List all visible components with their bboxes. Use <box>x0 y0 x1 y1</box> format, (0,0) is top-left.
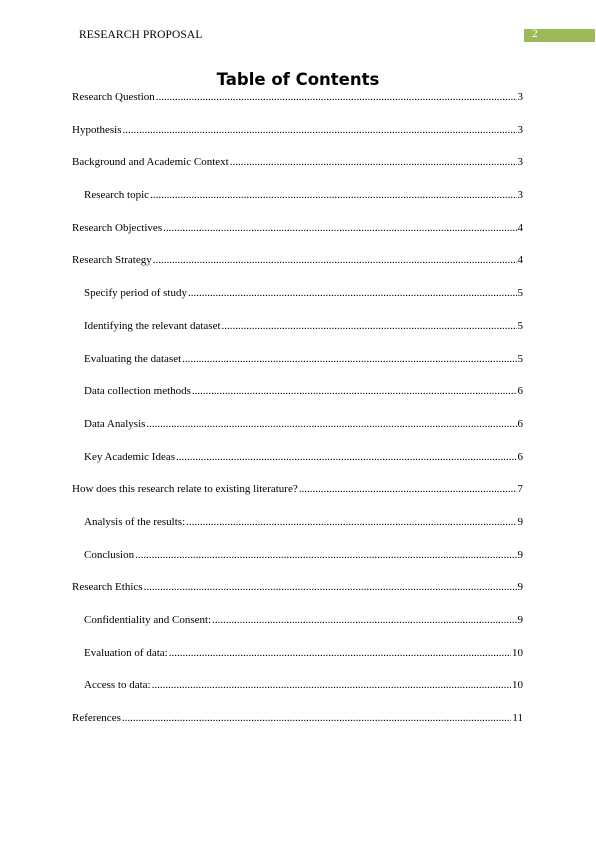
toc-entry-background[interactable] <box>72 156 523 189</box>
toc-dot-leader <box>153 254 517 266</box>
toc-entry-label: Research topic <box>84 189 150 202</box>
toc-dot-leader <box>152 679 511 691</box>
toc-dot-leader <box>176 451 516 463</box>
toc-dot-leader <box>169 647 511 659</box>
toc-entry-evaluation-of-data[interactable] <box>72 647 523 680</box>
toc-entry-conclusion[interactable] <box>72 549 523 582</box>
toc-entry-data-analysis[interactable] <box>72 418 523 451</box>
toc-entry-label: Key Academic Ideas <box>84 450 176 463</box>
toc-entry-page: 5 <box>517 352 523 365</box>
toc-entry-label: Evaluating the dataset <box>84 352 182 365</box>
toc-entry-page: 9 <box>517 614 523 626</box>
toc-entry-page: 9 <box>517 548 523 561</box>
toc-entry-label: References <box>72 712 121 725</box>
toc-entry-label: Access to data: <box>84 679 151 692</box>
toc-entry-label: Confidentiality and Consent: <box>84 614 212 626</box>
toc-entry-page: 3 <box>517 156 523 169</box>
toc-entry-page: 10 <box>512 679 523 692</box>
toc-entry-page: 3 <box>517 189 523 202</box>
toc-entry-research-topic[interactable] <box>72 189 523 222</box>
toc-entry-label: Research Strategy <box>72 254 152 267</box>
toc-entry-existing-literature[interactable] <box>72 483 523 516</box>
toc-dot-leader <box>192 385 517 397</box>
toc-entry-page: 3 <box>517 91 523 103</box>
toc-list <box>72 91 523 745</box>
page-number: 2 <box>532 28 538 40</box>
toc-dot-leader <box>122 712 512 724</box>
toc-entry-label: How does this research relate to existing literature? <box>72 483 298 496</box>
toc-entry-label: Data collection methods <box>84 385 191 398</box>
toc-entry-label: Data Analysis <box>84 417 146 430</box>
toc-entry-period-of-study[interactable] <box>72 287 523 320</box>
toc-entry-key-academic-ideas[interactable] <box>72 451 523 484</box>
toc-dot-leader <box>135 549 516 561</box>
toc-entry-page: 7 <box>517 483 523 496</box>
toc-dot-leader <box>150 189 516 201</box>
running-head: RESEARCH PROPOSAL <box>79 29 203 41</box>
toc-entry-label: Research Question <box>72 91 155 103</box>
toc-dot-leader <box>222 320 517 332</box>
toc-entry-page: 4 <box>517 254 523 267</box>
toc-entry-label: Specify period of study <box>84 287 187 300</box>
toc-entry-label: Identifying the relevant dataset <box>84 319 221 332</box>
toc-entry-page: 10 <box>512 646 523 659</box>
toc-entry-research-question[interactable] <box>72 91 523 124</box>
toc-entry-research-ethics[interactable] <box>72 581 523 614</box>
page-number-box <box>524 29 595 42</box>
toc-dot-leader <box>156 91 517 103</box>
toc-dot-leader <box>146 418 516 430</box>
toc-dot-leader <box>144 581 517 593</box>
toc-entry-page: 5 <box>517 319 523 332</box>
toc-title: Table of Contents <box>216 70 380 89</box>
toc-entry-page: 6 <box>517 417 523 430</box>
toc-entry-label: Conclusion <box>84 548 135 561</box>
toc-entry-label: Research Ethics <box>72 581 143 594</box>
toc-entry-page: 6 <box>517 450 523 463</box>
toc-dot-leader <box>123 124 517 136</box>
toc-dot-leader <box>230 156 517 168</box>
toc-entry-label: Background and Academic Context <box>72 156 229 169</box>
toc-dot-leader <box>163 222 516 234</box>
toc-entry-data-collection[interactable] <box>72 385 523 418</box>
toc-entry-confidentiality-consent[interactable] <box>72 614 523 647</box>
toc-entry-label: Hypothesis <box>72 123 122 136</box>
toc-entry-hypothesis[interactable] <box>72 124 523 157</box>
toc-dot-leader <box>188 287 517 299</box>
toc-entry-page: 3 <box>517 123 523 136</box>
toc-entry-evaluating-dataset[interactable] <box>72 353 523 386</box>
toc-entry-research-objectives[interactable] <box>72 222 523 255</box>
toc-entry-label: Evaluation of data: <box>84 646 168 659</box>
toc-entry-references[interactable] <box>72 712 523 745</box>
toc-entry-page: 5 <box>517 287 523 300</box>
toc-entry-page: 9 <box>517 581 523 594</box>
toc-dot-leader <box>299 483 517 495</box>
toc-dot-leader <box>182 353 516 365</box>
toc-entry-label: Research Objectives <box>72 221 163 234</box>
toc-entry-analysis-of-results[interactable] <box>72 516 523 549</box>
toc-entry-relevant-dataset[interactable] <box>72 320 523 353</box>
toc-entry-page: 4 <box>517 221 523 234</box>
toc-entry-page: 9 <box>517 515 523 528</box>
toc-entry-page: 11 <box>512 712 523 725</box>
toc-entry-page: 6 <box>517 385 523 398</box>
toc-entry-label: Analysis of the results: <box>84 515 186 528</box>
toc-entry-research-strategy[interactable] <box>72 254 523 287</box>
toc-dot-leader <box>212 614 516 626</box>
toc-dot-leader <box>186 516 516 528</box>
toc-entry-access-to-data[interactable] <box>72 679 523 712</box>
